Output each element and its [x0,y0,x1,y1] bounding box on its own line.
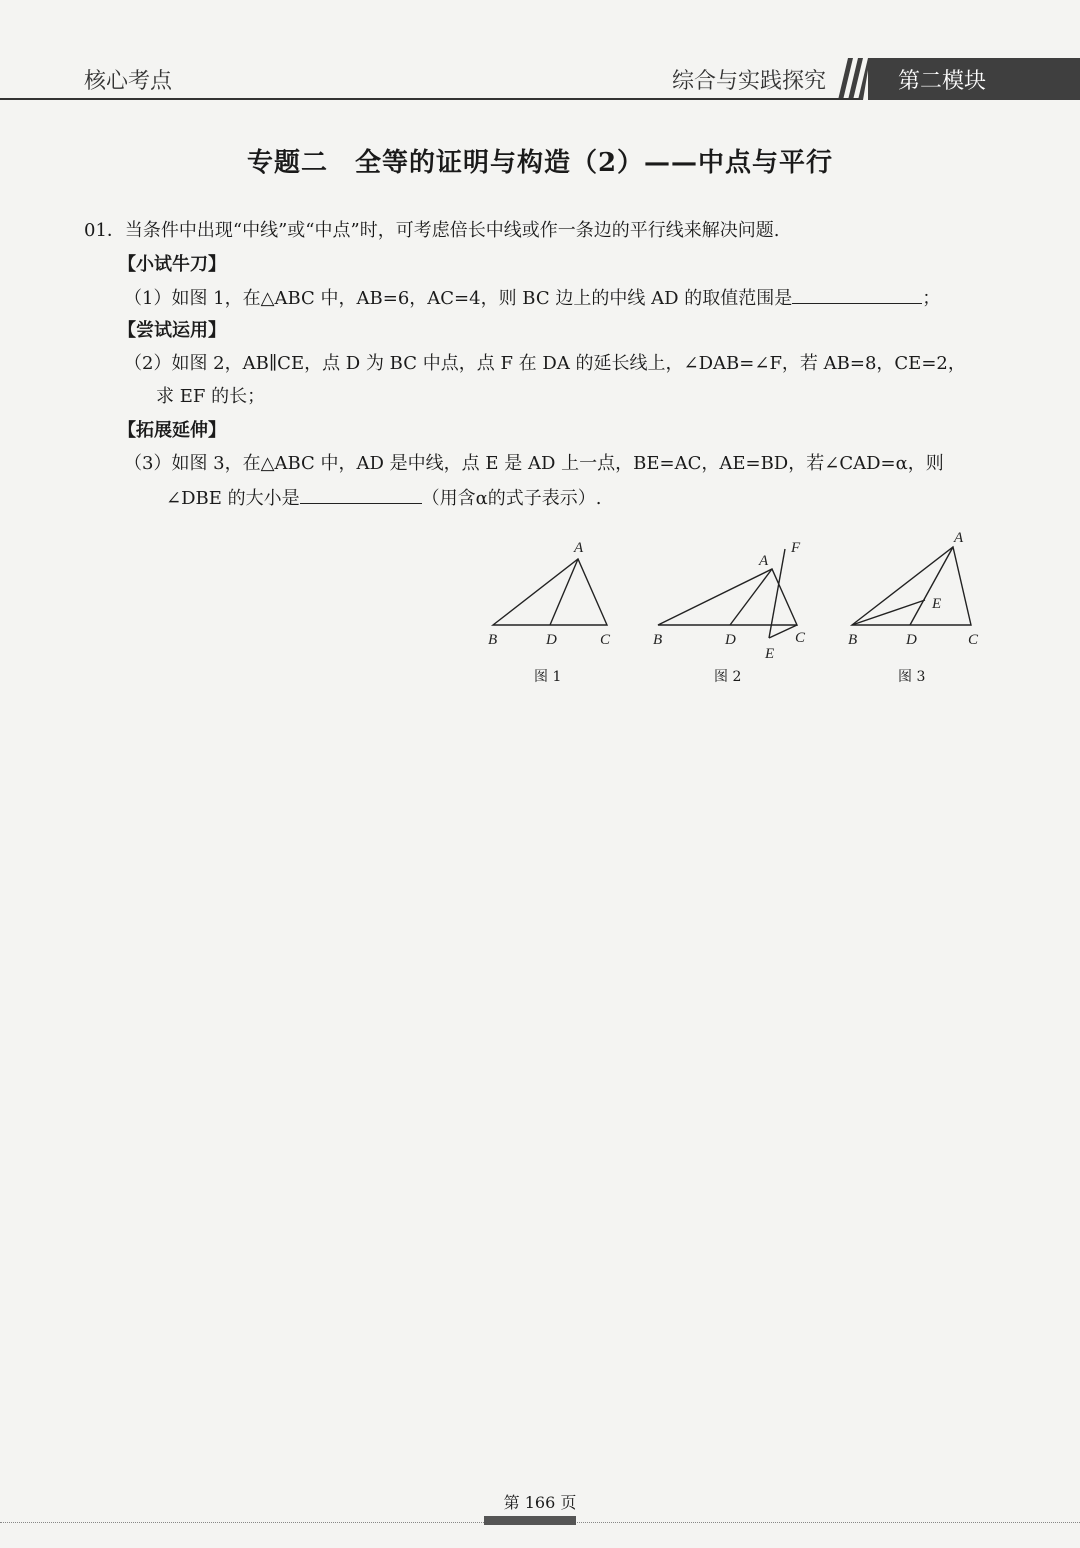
question-3-line-2 [166,485,602,512]
question-2-line-2: 求 EF 的长； [156,386,266,407]
question-1-end: ； [922,288,941,309]
fig3-label-b: B [848,632,858,648]
figure-2-caption: 图 2 [714,669,742,685]
fig3-label-c: C [968,632,979,648]
header-left-title: 核心考点 [84,69,173,94]
header-module-badge [868,58,1080,100]
fig1-label-a: A [574,540,584,556]
fig1-label-b: B [488,632,498,648]
header-stripes-decoration [836,58,870,100]
question-3-line-1: （3）如图 3，在△ABC 中，AD 是中线，点 E 是 AD 上一点，BE=AC，AE=BD，若∠CAD=α，则 [124,453,944,474]
figure-1 [480,532,630,652]
header-section-title: 综合与实践探究 [672,69,827,94]
header-rule [0,98,860,100]
figure-3-caption: 图 3 [898,669,926,685]
fig2-label-d: D [725,632,736,648]
fig2-label-c: C [795,630,806,646]
fig2-label-f: F [791,540,801,556]
fig2-label-a: A [759,553,769,569]
section-heading-3: 【拓展延伸】 [118,420,226,441]
figure-1-caption: 图 1 [534,669,562,685]
fig1-label-c: C [600,632,611,648]
question-3-text-a: ∠DBE 的大小是 [166,488,300,509]
section-heading-2: 【尝试运用】 [118,320,226,341]
intro-text: 01．当条件中出现“中线”或“中点”时，可考虑倍长中线或作一条边的平行线来解决问题. [84,220,780,241]
figure-3 [840,528,990,653]
fig2-label-e: E [765,646,775,662]
fig3-label-a: A [954,530,964,546]
answer-blank-3 [300,485,422,504]
answer-blank-1 [792,285,922,304]
figure-2 [645,532,815,667]
question-1 [124,285,940,312]
fig2-label-b: B [653,632,663,648]
section-heading-1: 【小试牛刀】 [118,254,226,275]
header-module-label: 第二模块 [898,68,987,94]
question-3-text-b: （用含α的式子表示）. [421,488,602,509]
fig1-label-d: D [546,632,557,648]
footer-tab-decoration [484,1516,576,1525]
fig3-label-d: D [906,632,917,648]
question-1-text: （1）如图 1，在△ABC 中，AB=6，AC=4，则 BC 边上的中线 AD 的取值范围是 [124,288,793,309]
question-2-line-1: （2）如图 2，AB∥CE，点 D 为 BC 中点，点 F 在 DA 的延长线上，∠DAB=∠F，若 AB=8，CE=2， [124,353,966,374]
page-title: 专题二 全等的证明与构造（2）——中点与平行 [246,148,834,178]
page-number: 第 166 页 [503,1493,577,1512]
fig3-label-e: E [932,596,942,612]
